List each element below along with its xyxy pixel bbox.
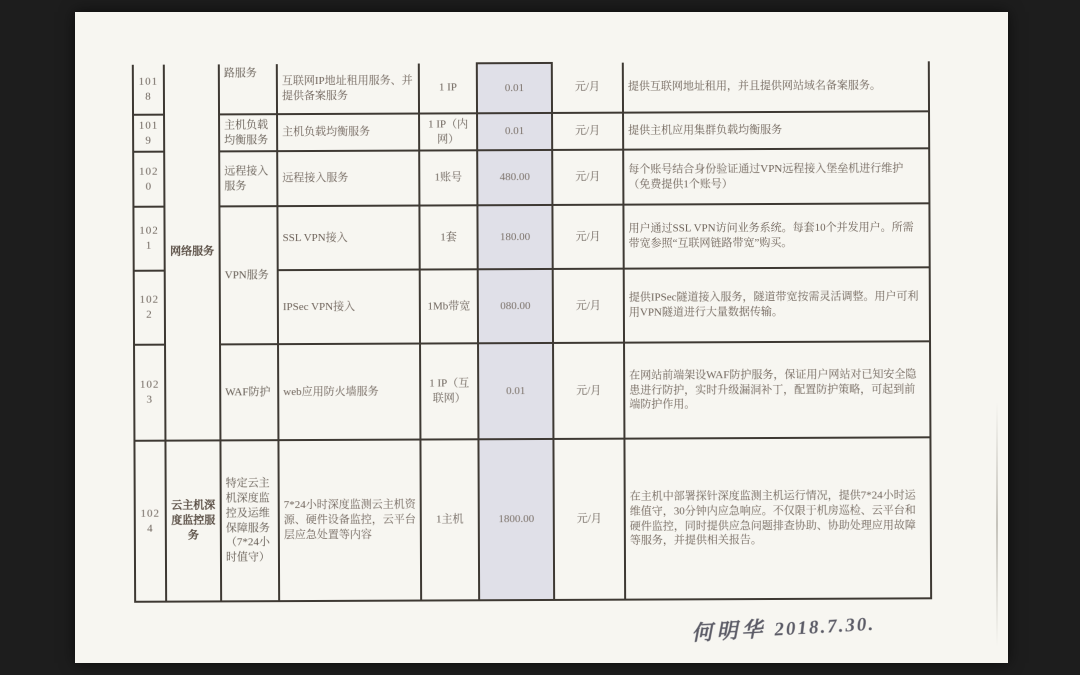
service-cell: web应用防火墙服务 [278, 344, 420, 441]
handwritten-signature [691, 600, 992, 647]
description-cell: 每个账号结合身份验证通过VPN远程接入堡垒机进行维护（免费提供1个账号） [623, 148, 929, 204]
description-cell: 提供IPSec隧道接入服务，隧道带宽按需灵活调整。用户可利用VPN隧道进行大量数据传输。 [624, 267, 930, 342]
table-row [133, 111, 929, 151]
price-cell: 0.01 [478, 343, 553, 439]
row-id: 1022 [134, 271, 165, 345]
row-id: 1024 [134, 441, 166, 602]
description-cell: 在主机中部署探针深度监测主机运行情况，提供7*24小时运维值守，30分钟内应急响应。不仅限于机房巡检、云平台和硬件监控，同时提供应急问题排查协助、协助处理应用故障等服务，并提供相关报告。 [624, 437, 931, 599]
per-unit-cell: 元/月 [552, 113, 623, 150]
description-cell: 提供主机应用集群负载均衡服务 [623, 111, 929, 149]
per-unit-cell: 元/月 [552, 63, 623, 113]
unit-cell: 1Mb带宽 [420, 269, 478, 343]
per-unit-cell: 元/月 [552, 205, 623, 269]
unit-cell: 1主机 [420, 439, 479, 600]
service-cell: 互联网IP地址租用服务、并提供备案服务 [277, 64, 419, 115]
subcategory-cell: 路服务 [219, 64, 277, 114]
scanned-page [75, 12, 1008, 663]
unit-cell: 1账号 [419, 150, 477, 205]
category-cell-cloud-monitor: 云主机深度监控服务 [165, 440, 221, 601]
per-unit-cell: 元/月 [552, 150, 623, 205]
table-row [134, 437, 931, 601]
description-cell: 在网站前端架设WAF防护服务，保证用户网站对已知安全隐患进行防护，实时升级漏洞补丁，配置防护策略，可起到前端防护作用。 [624, 341, 930, 438]
unit-cell: 1 IP [419, 63, 477, 113]
price-cell: 080.00 [478, 269, 553, 343]
service-cell: SSL VPN接入 [277, 206, 419, 271]
per-unit-cell: 元/月 [553, 269, 624, 343]
signature-name: 何明华 [690, 616, 768, 646]
row-id: 1018 [133, 65, 164, 115]
price-cell: 0.01 [477, 63, 552, 113]
subcategory-cell: 主机负载均衡服务 [219, 114, 277, 151]
description-cell: 提供互联网地址租用，并且提供网站域名备案服务。 [623, 61, 929, 112]
price-cell: 480.00 [477, 150, 552, 205]
unit-cell: 1 IP（互联网） [420, 343, 478, 439]
row-id: 1021 [133, 207, 164, 271]
row-id: 1020 [133, 152, 164, 207]
scan-content [74, 10, 1010, 665]
subcategory-cell-vpn: VPN服务 [219, 206, 278, 344]
per-unit-cell: 元/月 [553, 439, 625, 600]
table-row [134, 341, 930, 440]
price-cell: 0.01 [477, 113, 552, 150]
description-cell: 用户通过SSL VPN访问业务系统。每套10个并发用户。所需带宽参照“互联网链路带宽”购买。 [623, 203, 929, 268]
service-price-table [132, 60, 932, 602]
category-cell-network: 网络服务 [164, 64, 221, 440]
price-cell: 1800.00 [478, 439, 554, 600]
row-id: 1023 [134, 345, 165, 441]
page-fold-line [996, 402, 998, 647]
table-row [133, 148, 929, 206]
signature-date: 2018.7.30. [773, 613, 876, 641]
per-unit-cell: 元/月 [553, 343, 624, 439]
table-row [133, 203, 929, 270]
service-cell: IPSec VPN接入 [278, 270, 420, 345]
subcategory-cell: WAF防护 [220, 344, 278, 440]
unit-cell: 1 IP（内网） [419, 113, 477, 150]
service-cell: 主机负载均衡服务 [277, 114, 419, 152]
row-id: 1019 [133, 115, 164, 152]
service-cell: 7*24小时深度监测云主机资源、硬件设备监控，云平台层应急处置等内容 [278, 440, 421, 602]
price-cell: 180.00 [477, 205, 552, 269]
service-cell: 远程接入服务 [277, 151, 419, 207]
unit-cell: 1套 [419, 205, 477, 269]
table-row [133, 61, 929, 114]
subcategory-cell: 特定云主机深度监控及运维保障服务（7*24小时值守） [220, 440, 279, 601]
subcategory-cell: 远程接入服务 [219, 151, 277, 206]
